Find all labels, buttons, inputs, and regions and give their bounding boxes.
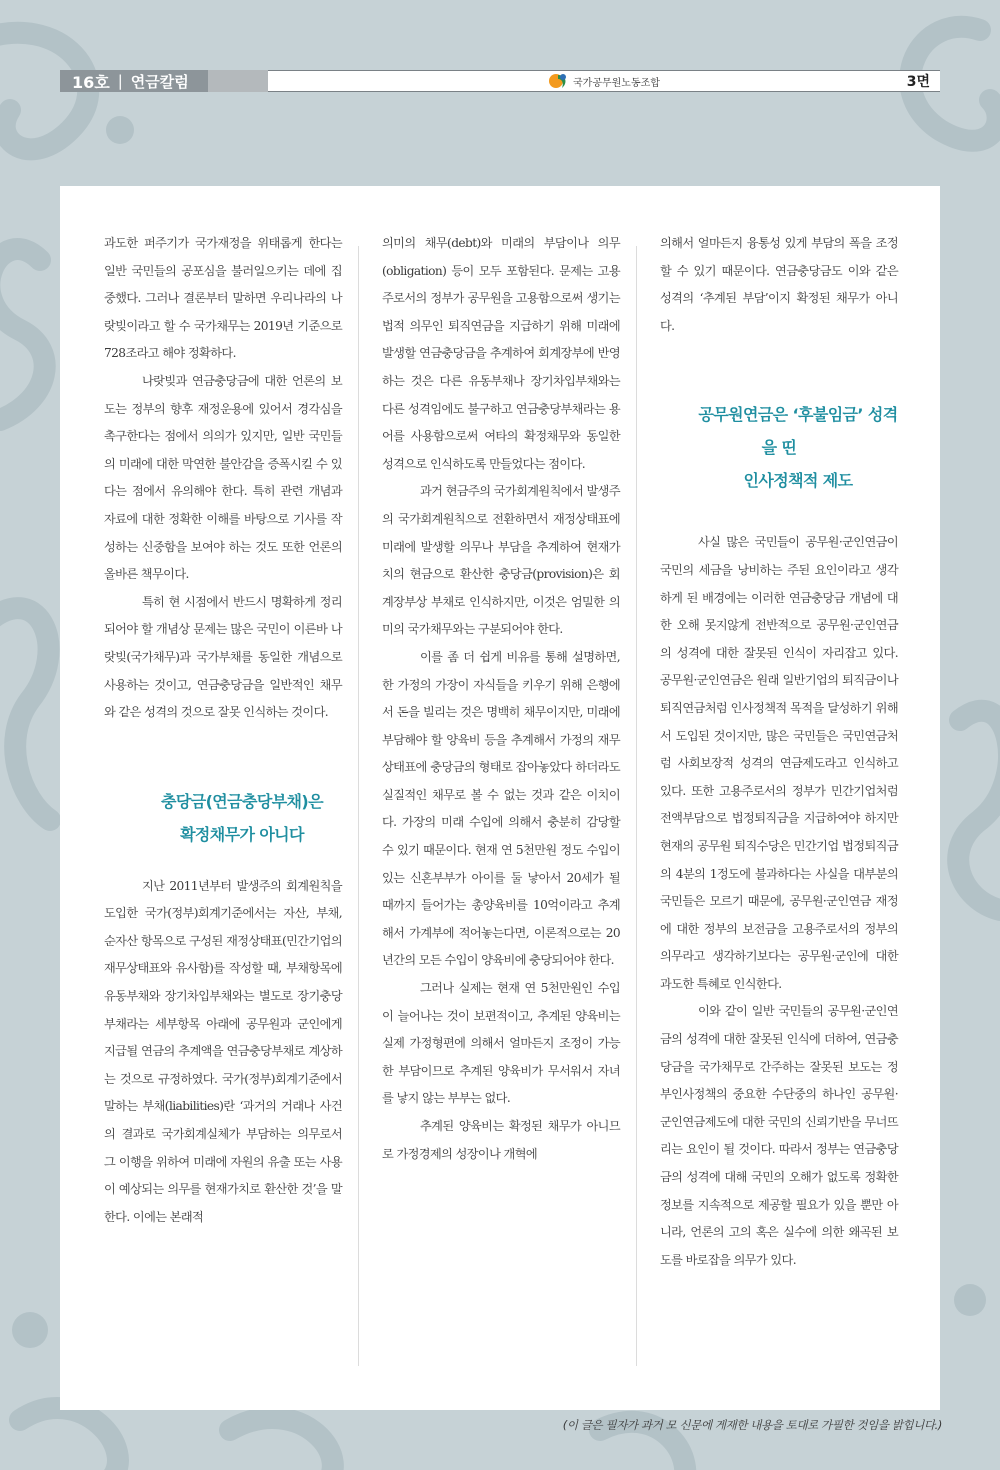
- union-logo-icon: [548, 71, 570, 91]
- paragraph: 과도한 퍼주기가 국가재정을 위태롭게 한다는 일반 국민들의 공포심을 불러일으키는 데에 집중했다. 그러나 결론부터 말하면 우리나라의 나랏빚이라고 할 수 국가채무는 2019년 기준으로 728조라고 해야 정확하다.: [104, 236, 342, 361]
- organization-name: 국가공무원노동조합: [573, 77, 660, 89]
- paragraph: 사실 많은 국민들이 공무원·군인연금이 국민의 세금을 낭비하는 주된 요인이라고 생각하게 된 배경에는 이러한 연금충당금 개념에 대한 오해 못지않게 전반적으로 공무원·군인연금의 성격에 대한 잘못된 인식이 자리잡고 있다. 공무원·군인연금은 원래 일반기업의 퇴직금이나 퇴직연금처럼 인사정책적 목적을 달성하기 위해서 도입된 것이지만, 많은 국민들은 국민연금처럼 사회보장적 성격의 연금제도라고 인식하고 있다. 또한 고용주로서의 정부가 민간기업처럼 전액부담으로 법정퇴직금을 지급하여야 하지만 현재의 공무원 퇴직수당은 민간기업 법정퇴직금의 4분의 1정도에 불과하다는 사실을 대부분의 국민들은 모르기 때문에, 공무원·군인연금 재정에 대한 정부의 보전금을 고용주로서의 정부의 의무라고 생각하기보다는 공무원·군인에 대한 과도한 특혜로 인식한다.: [660, 535, 898, 991]
- paragraph: 이를 좀 더 쉽게 비유를 통해 설명하면, 한 가정의 가장이 자식들을 키우기 위해 은행에서 돈을 빌리는 것은 명백히 채무이지만, 미래에 부담해야 할 양육비 등을 추계해서 가정의 재무상태표에 충당금의 형태로 잡아놓았다 하더라도 실질적인 채무로 볼 수 없는 것과 같은 이치이다. 가장의 미래 수입에 의해서 충분히 감당할 수 있기 때문이다. 현재 연 5천만원 정도 수입이 있는 신혼부부가 아이를 둘 낳아서 20세가 될 때까지 들어가는 총양육비를 10억이라고 추계해서 가계부에 적어놓는다면, 이론적으로는 20년간의 모든 수입이 양육비에 충당되어야 한다.: [382, 649, 620, 968]
- paragraph: 나랏빚과 연금충당금에 대한 언론의 보도는 정부의 향후 재정운용에 있어서 경각심을 촉구한다는 점에서 의의가 있지만, 일반 국민들의 미래에 대한 막연한 불안감을 증폭시킬 수 있다는 점에서 유의해야 한다. 특히 관련 개념과 자료에 대한 정확한 이해를 바탕으로 기사를 작성하는 신중함을 보여야 하는 것도 또한 언론의 올바른 책무이다.: [104, 373, 342, 582]
- article-column-3: [660, 230, 898, 1274]
- subheading: 인사정책적 제도: [743, 471, 853, 491]
- paragraph: 의해서 얼마든지 융통성 있게 부담의 폭을 조정할 수 있기 때문이다. 연금충당금도 이와 같은 성격의 ‘추계된 부담’이지 확정된 채무가 아니다.: [660, 236, 898, 333]
- article-panel: [60, 186, 940, 1410]
- paragraph: 지난 2011년부터 발생주의 회계원칙을 도입한 국가(정부)회계기준에서는 자산, 부채, 순자산 항목으로 구성된 재정상태표(민간기업의 재무상태표와 유사함)를 작성할 때, 부채항목에 유동부채와 장기차입부채와는 별도로 장기충당부채라는 세부항목 아래에 공무원과 군인에게 지급될 연금의 추계액을 연금충당부채로 계상하는 것으로 규정하였다. 국가(정부)회계기준에서 말하는 부채(liabilities)란 ‘과거의 거래나 사건의 결과로 국가회계실체가 부담하는 의무로서 그 이행을 위하여 미래에 자원의 유출 또는 사용이 예상되는 의무를 현재가치로 환산한 것’을 말한다. 이에는 본래적: [104, 878, 342, 1224]
- footnote: (이 글은 필자가 과거 모 신문에 게재한 내용을 토대로 가필한 것임을 밝힙니다.): [562, 1418, 942, 1432]
- article-column-1: [104, 230, 342, 1231]
- subheading: 공무원연금은 ‘후불임금’ 성격을 띤: [698, 405, 898, 458]
- page-header: [60, 66, 940, 92]
- column-divider: [636, 246, 637, 1366]
- subheading: 충당금(연금충당부채)은: [161, 791, 323, 811]
- paragraph: 추계된 양육비는 확정된 채무가 아니므로 가정경제의 성장이나 개혁에: [382, 1119, 620, 1161]
- header-separator: |: [117, 72, 123, 90]
- paragraph: 그러나 실제는 현재 연 5천만원인 수입이 늘어나는 것이 보편적이고, 추계된 양육비는 실제 가정형편에 의해서 얼마든지 조정이 가능한 부담이므로 추계된 양육비가 무서워서 자녀를 낳지 않는 부부는 없다.: [382, 981, 620, 1106]
- paragraph: 특히 현 시점에서 반드시 명확하게 정리되어야 할 개념상 문제는 많은 국민이 이른바 나랏빚(국가채무)과 국가부채를 동일한 개념으로 사용하는 것이고, 연금충당금을 일반적인 채무와 같은 성격의 것으로 잘못 인식하는 것이다.: [104, 594, 342, 720]
- section-name: 연금칼럼: [130, 72, 189, 91]
- paragraph: 과거 현금주의 국가회계원칙에서 발생주의 국가회계원칙으로 전환하면서 재정상태표에 미래에 발생할 의무나 부담을 추계하여 현재가치의 현금으로 환산한 충당금(provision)은 회계장부상 부채로 인식하지만, 이것은 엄밀한 의미의 국가채무와는 구분되어야 한다.: [382, 484, 620, 637]
- column-divider: [358, 246, 359, 1366]
- issue-section-tab: [60, 70, 208, 92]
- organization-brand: [548, 70, 660, 92]
- paragraph: 이와 같이 일반 국민들의 공무원·군인연금의 성격에 대한 잘못된 인식에 더하여, 연금충당금을 국가채무로 간주하는 잘못된 보도는 정부인사정책의 중요한 수단중의 하나인 공무원·군인연금제도에 대한 국민의 신뢰기반을 무너뜨리는 요인이 될 것이다. 따라서 정부는 연금충당금의 성격에 대해 국민의 오해가 없도록 정확한 정보를 지속적으로 제공할 필요가 있을 뿐만 아니라, 언론의 고의 혹은 실수에 의한 왜곡된 보도를 바로잡을 의무가 있다.: [660, 1004, 898, 1267]
- paragraph: 의미의 채무(debt)와 미래의 부담이나 의무(obligation) 등이 모두 포함된다. 문제는 고용주로서의 정부가 공무원을 고용함으로써 생기는 법적 의무인 퇴직연금을 지급하기 위해 미래에 발생할 연금충당금을 추계하여 회계장부에 반영하는 것은 다른 유동부채나 장기차입부채와는 다른 성격임에도 불구하고 연금충당부채라는 용어를 사용함으로써 여타의 확정채무와 동일한 성격으로 인식하도록 만들었다는 점이다.: [382, 236, 620, 471]
- page-number: 3면: [906, 74, 930, 90]
- subheading: 확정채무가 아니다: [180, 824, 304, 844]
- header-tab-tail: [208, 70, 268, 92]
- article-column-2: [382, 230, 620, 1168]
- issue-number: 16호: [72, 72, 110, 92]
